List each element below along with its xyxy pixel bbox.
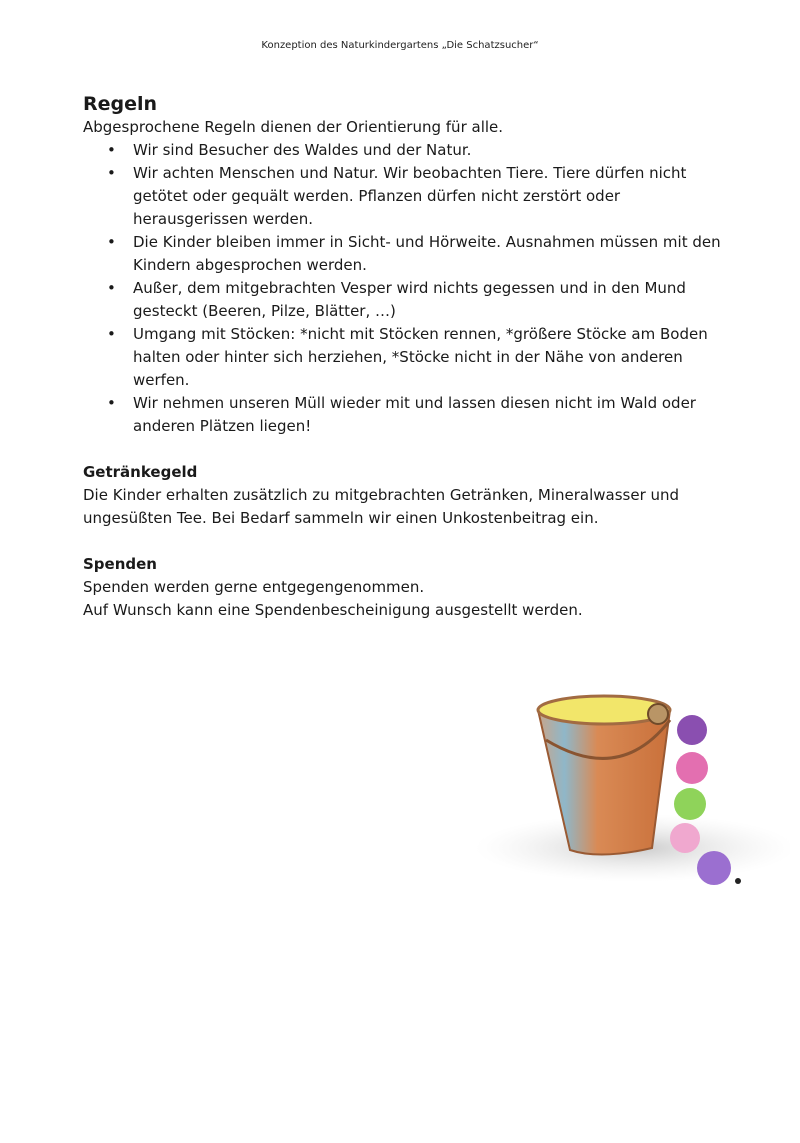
- getraenkegeld-text: Die Kinder erhalten zusätzlich zu mitgebrachten Getränken, Mineralwasser und ungesüßten Tee. Bei Bedarf sammeln wir einen Unkostenbeitrag ein.: [83, 486, 680, 527]
- list-item: • Wir sind Besucher des Waldes und der Natur.: [133, 139, 723, 162]
- section-title-spenden: Spenden: [83, 555, 157, 573]
- bead: [674, 788, 706, 820]
- spacer: [83, 438, 723, 461]
- spacer: [83, 530, 723, 553]
- section-title-regeln: Regeln: [83, 93, 158, 115]
- bead: [676, 752, 708, 784]
- bead: [677, 715, 707, 745]
- list-item: • Außer, dem mitgebrachten Vesper wird nichts gegessen und in den Mund gesteckt (Beeren, Pilze, Blätter, …): [133, 277, 723, 323]
- list-item: • Umgang mit Stöcken: *nicht mit Stöcken rennen, *größere Stöcke am Boden halten oder hinter sich herziehen, *Stöcke nicht in der Nähe von anderen werfen.: [133, 323, 723, 392]
- regeln-intro: Abgesprochene Regeln dienen der Orientierung für alle.: [83, 118, 504, 136]
- spenden-line-1: Spenden werden gerne entgegengenommen.: [83, 578, 425, 596]
- bead-string-end: [735, 878, 741, 884]
- spenden-line-2: Auf Wunsch kann eine Spendenbescheinigung ausgestellt werden.: [83, 601, 583, 619]
- running-header: Konzeption des Naturkindergartens „Die Schatzsucher“: [261, 40, 539, 51]
- list-item: • Die Kinder bleiben immer in Sicht- und Hörweite. Ausnahmen müssen mit den Kindern abgesprochen werden.: [133, 231, 723, 277]
- rules-list: [83, 139, 723, 438]
- bead: [697, 851, 731, 885]
- document-body: [83, 92, 723, 622]
- bucket-with-beads-icon: [470, 680, 790, 900]
- bead: [670, 823, 700, 853]
- handle-knob: [648, 704, 668, 724]
- list-item: • Wir achten Menschen und Natur. Wir beobachten Tiere. Tiere dürfen nicht getötet oder gequält werden. Pflanzen dürfen nicht zerstört oder herausgerissen werden.: [133, 162, 723, 231]
- list-item: • Wir nehmen unseren Müll wieder mit und lassen diesen nicht im Wald oder anderen Plätzen liegen!: [133, 392, 723, 438]
- section-title-getraenkegeld: Getränkegeld: [83, 463, 198, 481]
